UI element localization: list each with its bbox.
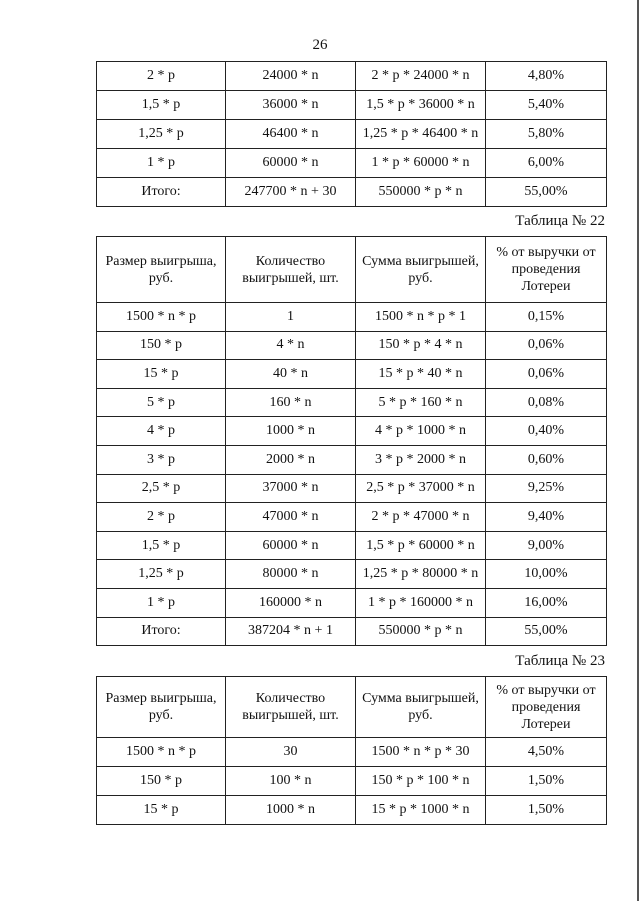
prize-count-cell: 4 * n — [226, 331, 356, 360]
prize-sum-cell: 5 * р * 160 * n — [356, 388, 486, 417]
prize-count-cell: 37000 * n — [226, 474, 356, 503]
prize-size-cell: 150 * р — [97, 331, 226, 360]
prize-count-cell: 30 — [226, 738, 356, 767]
table-row — [97, 445, 607, 474]
prize-size-cell: 1,5 * р — [97, 531, 226, 560]
prize-table-23 — [96, 676, 607, 825]
prize-size-cell: 2,5 * р — [97, 474, 226, 503]
prize-table-22 — [96, 236, 607, 646]
prize-count-cell: 47000 * n — [226, 503, 356, 532]
prize-size-cell: 1,5 * р — [97, 91, 226, 120]
prize-count-cell: 24000 * n — [226, 62, 356, 91]
table-total-row — [97, 178, 607, 207]
revenue-percent-cell: 0,40% — [486, 417, 607, 446]
prize-size-cell: 15 * р — [97, 360, 226, 389]
prize-count-cell: 100 * n — [226, 767, 356, 796]
revenue-percent-cell: 55,00% — [486, 178, 607, 207]
prize-sum-cell: 15 * р * 40 * n — [356, 360, 486, 389]
prize-sum-cell: 1,5 * р * 36000 * n — [356, 91, 486, 120]
prize-size-cell: 1,25 * р — [97, 120, 226, 149]
revenue-percent-cell: 5,80% — [486, 120, 607, 149]
table-row — [97, 417, 607, 446]
revenue-percent-cell: 1,50% — [486, 796, 607, 825]
prize-count-cell: 247700 * n + 30 — [226, 178, 356, 207]
revenue-percent-cell: 6,00% — [486, 149, 607, 178]
table-total-row — [97, 617, 607, 646]
prize-sum-cell: 1500 * n * р * 1 — [356, 303, 486, 332]
revenue-percent-cell: 9,00% — [486, 531, 607, 560]
table-header-row — [97, 237, 607, 303]
prize-sum-cell: 550000 * р * n — [356, 178, 486, 207]
table-row — [97, 474, 607, 503]
revenue-percent-cell: 55,00% — [486, 617, 607, 646]
revenue-percent-cell: 10,00% — [486, 560, 607, 589]
column-header-revenue-percent: % от выручки от проведения Лотереи — [486, 237, 607, 303]
revenue-percent-cell: 1,50% — [486, 767, 607, 796]
prize-size-cell: 150 * р — [97, 767, 226, 796]
prize-sum-cell: 3 * р * 2000 * n — [356, 445, 486, 474]
prize-sum-cell: 2 * р * 24000 * n — [356, 62, 486, 91]
prize-count-cell: 40 * n — [226, 360, 356, 389]
revenue-percent-cell: 4,50% — [486, 738, 607, 767]
table-row — [97, 588, 607, 617]
prize-count-cell: 36000 * n — [226, 91, 356, 120]
prize-sum-cell: 550000 * р * n — [356, 617, 486, 646]
prize-count-cell: 80000 * n — [226, 560, 356, 589]
prize-sum-cell: 2 * р * 47000 * n — [356, 503, 486, 532]
table-row — [97, 303, 607, 332]
table-row — [97, 560, 607, 589]
prize-sum-cell: 4 * р * 1000 * n — [356, 417, 486, 446]
total-label-cell: Итого: — [97, 617, 226, 646]
page-number: 26 — [312, 37, 328, 53]
table-row — [97, 91, 607, 120]
prize-sum-cell: 2,5 * р * 37000 * n — [356, 474, 486, 503]
scan-edge-line — [637, 0, 639, 901]
prize-sum-cell: 1,25 * р * 46400 * n — [356, 120, 486, 149]
prize-count-cell: 387204 * n + 1 — [226, 617, 356, 646]
prize-sum-cell: 150 * р * 4 * n — [356, 331, 486, 360]
prize-size-cell: 3 * р — [97, 445, 226, 474]
table-body — [97, 237, 607, 646]
prize-size-cell: 1 * р — [97, 149, 226, 178]
prize-size-cell: 5 * р — [97, 388, 226, 417]
revenue-percent-cell: 0,15% — [486, 303, 607, 332]
prize-sum-cell: 150 * р * 100 * n — [356, 767, 486, 796]
prize-size-cell: 1 * р — [97, 588, 226, 617]
prize-count-cell: 1000 * n — [226, 417, 356, 446]
table-header-row — [97, 677, 607, 738]
table-row — [97, 796, 607, 825]
prize-size-cell: 2 * р — [97, 503, 226, 532]
prize-size-cell: 1,25 * р — [97, 560, 226, 589]
column-header-prize-sum: Сумма выигрышей, руб. — [356, 237, 486, 303]
prize-count-cell: 60000 * n — [226, 531, 356, 560]
table-23-caption: Таблица № 23 — [515, 653, 605, 669]
table-row — [97, 120, 607, 149]
revenue-percent-cell: 9,40% — [486, 503, 607, 532]
prize-count-cell: 160 * n — [226, 388, 356, 417]
prize-sum-cell: 15 * р * 1000 * n — [356, 796, 486, 825]
column-header-revenue-percent: % от выручки от проведения Лотереи — [486, 677, 607, 738]
prize-sum-cell: 1500 * n * р * 30 — [356, 738, 486, 767]
revenue-percent-cell: 0,06% — [486, 331, 607, 360]
table-row — [97, 388, 607, 417]
revenue-percent-cell: 4,80% — [486, 62, 607, 91]
prize-size-cell: 4 * р — [97, 417, 226, 446]
revenue-percent-cell: 16,00% — [486, 588, 607, 617]
revenue-percent-cell: 0,60% — [486, 445, 607, 474]
table-body — [97, 62, 607, 207]
revenue-percent-cell: 0,08% — [486, 388, 607, 417]
table-row — [97, 149, 607, 178]
prize-table-continued — [96, 61, 607, 207]
table-row — [97, 62, 607, 91]
prize-count-cell: 160000 * n — [226, 588, 356, 617]
revenue-percent-cell: 9,25% — [486, 474, 607, 503]
column-header-prize-count: Количество выигрышей, шт. — [226, 677, 356, 738]
table-row — [97, 360, 607, 389]
prize-count-cell: 46400 * n — [226, 120, 356, 149]
column-header-prize-size: Размер выигрыша, руб. — [97, 237, 226, 303]
table-row — [97, 531, 607, 560]
prize-sum-cell: 1,5 * р * 60000 * n — [356, 531, 486, 560]
table-body — [97, 677, 607, 825]
prize-size-cell: 1500 * n * р — [97, 303, 226, 332]
table-row — [97, 738, 607, 767]
prize-size-cell: 1500 * n * р — [97, 738, 226, 767]
table-22-caption: Таблица № 22 — [515, 213, 605, 229]
table-row — [97, 767, 607, 796]
prize-sum-cell: 1,25 * р * 80000 * n — [356, 560, 486, 589]
column-header-prize-sum: Сумма выигрышей, руб. — [356, 677, 486, 738]
prize-count-cell: 2000 * n — [226, 445, 356, 474]
table-row — [97, 503, 607, 532]
prize-count-cell: 60000 * n — [226, 149, 356, 178]
column-header-prize-count: Количество выигрышей, шт. — [226, 237, 356, 303]
prize-size-cell: 2 * р — [97, 62, 226, 91]
prize-count-cell: 1000 * n — [226, 796, 356, 825]
revenue-percent-cell: 0,06% — [486, 360, 607, 389]
table-row — [97, 331, 607, 360]
prize-sum-cell: 1 * р * 60000 * n — [356, 149, 486, 178]
revenue-percent-cell: 5,40% — [486, 91, 607, 120]
total-label-cell: Итого: — [97, 178, 226, 207]
prize-sum-cell: 1 * р * 160000 * n — [356, 588, 486, 617]
prize-count-cell: 1 — [226, 303, 356, 332]
prize-size-cell: 15 * р — [97, 796, 226, 825]
column-header-prize-size: Размер выигрыша, руб. — [97, 677, 226, 738]
